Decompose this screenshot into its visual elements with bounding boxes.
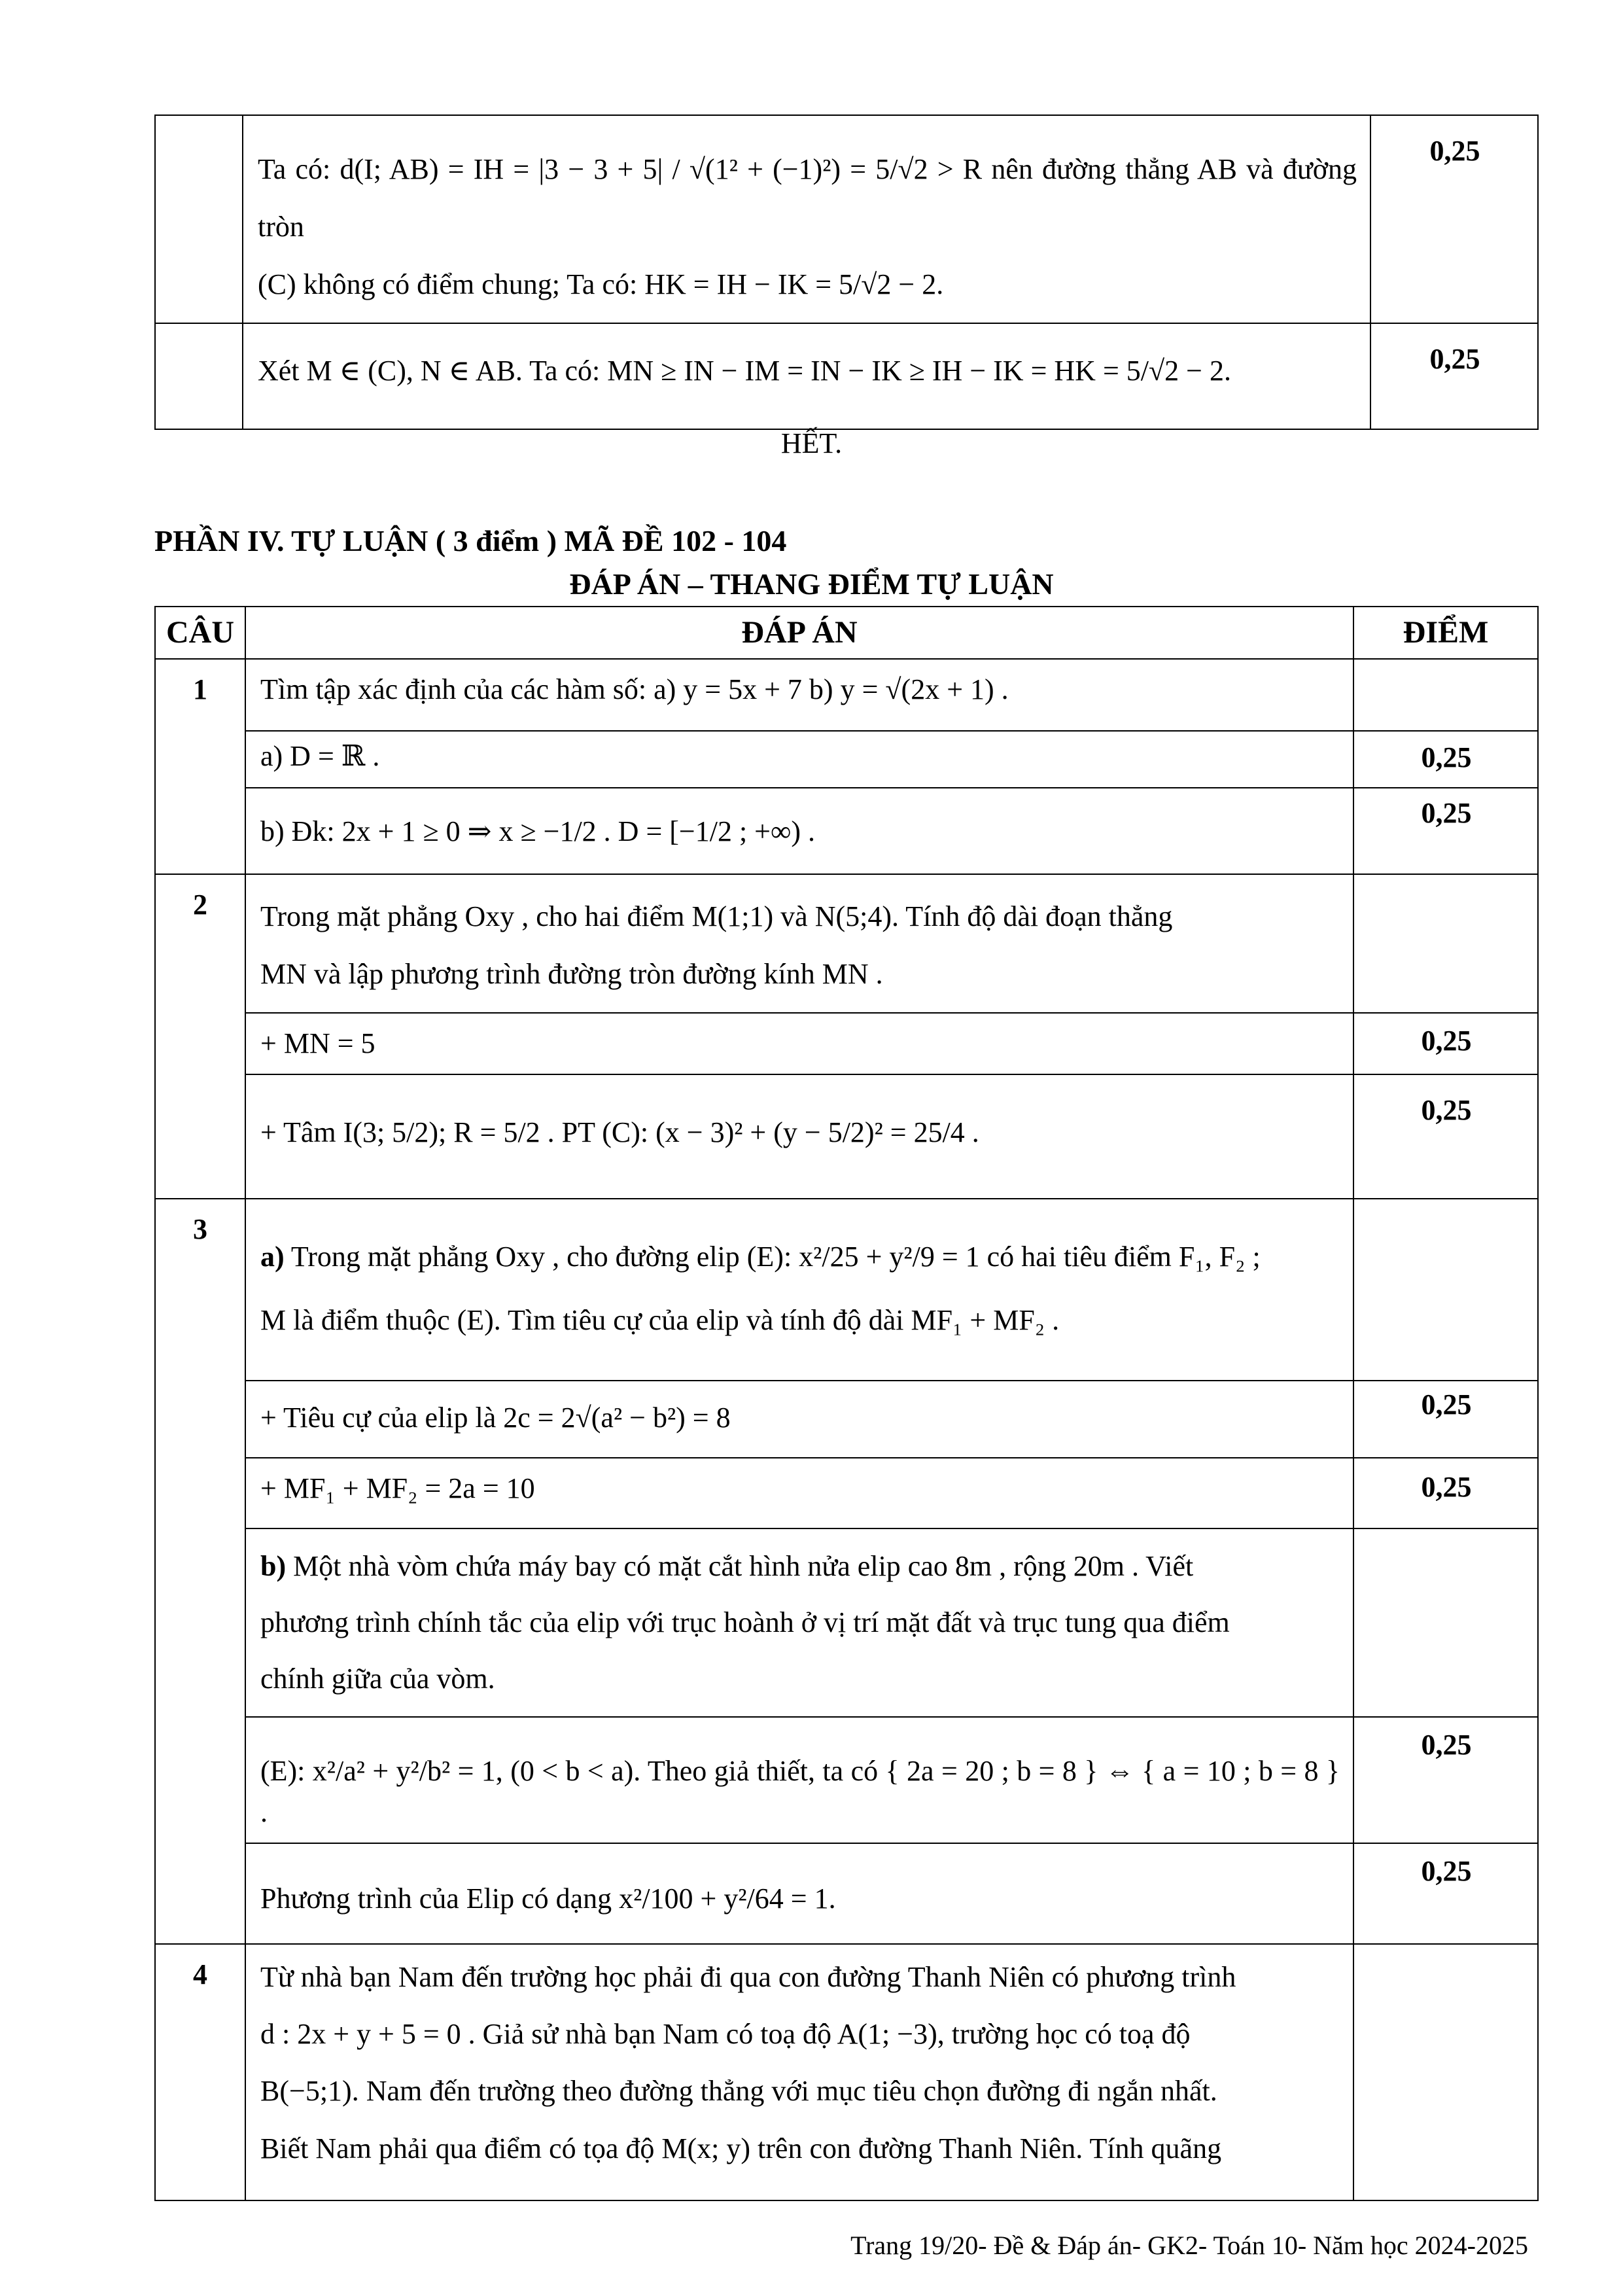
table-title: ĐÁP ÁN – THANG ĐIỂM TỰ LUẬN: [569, 567, 1054, 601]
header-score: ĐIỂM: [1353, 607, 1538, 659]
table-row: [155, 115, 1538, 323]
table-row: [155, 659, 1538, 731]
answer-text: a) D = ℝ .: [245, 731, 1353, 788]
answer-cell: [243, 323, 1370, 429]
score-cell: 0,25: [1353, 1458, 1538, 1528]
question-number: 3: [155, 1199, 245, 1944]
question-line: [260, 1226, 1340, 1289]
score-cell: 0,25: [1353, 1074, 1538, 1199]
answer-cell: [243, 115, 1370, 323]
score-cell: [1353, 1944, 1538, 2200]
answer-text: + Tiêu cự của elip là 2c = 2√(a² − b²) = 8: [245, 1381, 1353, 1458]
score-cell: [1353, 1199, 1538, 1381]
answer-line: (C) không có điểm chung; Ta có: HK = IH − IK = 5/√2 − 2.: [258, 268, 944, 300]
score-cell: 0,25: [1353, 788, 1538, 874]
table-row: [155, 788, 1538, 874]
question-line: Biết Nam phải qua điểm có tọa độ M(x; y) trên con đường Thanh Niên. Tính quãng: [260, 2132, 1222, 2164]
answer-line: Xét M ∈ (C), N ∈ AB. Ta có: MN ≥ IN − IM = IN − IK ≥ IH − IK = HK = 5/√2 − 2.: [258, 355, 1231, 387]
question-line: Trong mặt phẳng Oxy , cho hai điểm M(1;1) và N(5;4). Tính độ dài đoạn thẳng: [260, 900, 1173, 933]
question-text: [245, 874, 1353, 1013]
score-cell: 0,25: [1370, 115, 1538, 323]
question-line-text: Một nhà vòm chứa máy bay có mặt cắt hình nửa elip cao 8m , rộng 20m . Viết: [293, 1550, 1194, 1583]
part-label: a): [260, 1241, 285, 1273]
question-number-cell: [155, 115, 243, 323]
table-row: [155, 1199, 1538, 1381]
question-number: 4: [155, 1944, 245, 2200]
question-text: [245, 1199, 1353, 1381]
question-number-cell: [155, 323, 243, 429]
answer-text: b) Đk: 2x + 1 ≥ 0 ⇒ x ≥ −1/2 . D = [−1/2 ; +∞) .: [245, 788, 1353, 874]
question-number: 2: [155, 874, 245, 1199]
score-cell: 0,25: [1353, 731, 1538, 788]
end-marker: HẾT.: [780, 427, 843, 459]
answer-text: Phương trình của Elip có dạng x²/100 + y²/64 = 1.: [245, 1843, 1353, 1944]
table-row: [155, 1528, 1538, 1716]
question-line: chính giữa của vòm.: [260, 1662, 495, 1695]
table-row: [155, 731, 1538, 788]
score-cell: [1353, 659, 1538, 731]
score-cell: 0,25: [1353, 1843, 1538, 1944]
section-title: PHẦN IV. TỰ LUẬN ( 3 điểm ) MÃ ĐỀ 102 - 104: [154, 524, 787, 557]
table-row: [155, 323, 1538, 429]
question-line-text: Trong mặt phẳng Oxy , cho đường elip (E): x²/25 + y²/9 = 1 có hai tiêu điểm F₁, F₂ ;: [290, 1241, 1261, 1273]
score-cell: [1353, 874, 1538, 1013]
page-footer: Trang 19/20- Đề & Đáp án- GK2- Toán 10- Năm học 2024-2025: [850, 2231, 1528, 2260]
table-row: [155, 1843, 1538, 1944]
question-line: [260, 1538, 1340, 1595]
question-line: M là điểm thuộc (E). Tìm tiêu cự của elip và tính độ dài MF₁ + MF₂ .: [260, 1303, 1060, 1336]
header-answer: ĐÁP ÁN: [245, 607, 1353, 659]
question-line: B(−5;1). Nam đến trường theo đường thẳng với mục tiêu chọn đường đi ngắn nhất.: [260, 2075, 1217, 2108]
question-number: 1: [155, 659, 245, 875]
table-row: [155, 1381, 1538, 1458]
answer-table: [154, 606, 1539, 2201]
answer-line: Ta có: d(I; AB) = IH = |3 − 3 + 5| / √(1² + (−1)²) = 5/√2 > R nên đường thẳng AB và đường tròn: [258, 153, 1357, 243]
answer-text: + Tâm I(3; 5/2); R = 5/2 . PT (C): (x − 3)² + (y − 5/2)² = 25/4 .: [245, 1074, 1353, 1199]
score-cell: 0,25: [1353, 1717, 1538, 1844]
table-row: [155, 1944, 1538, 2200]
score-cell: [1353, 1528, 1538, 1716]
table-row: [155, 1074, 1538, 1199]
answer-text: + MN = 5: [245, 1013, 1353, 1074]
question-line: phương trình chính tắc của elip với trục hoành ở vị trí mặt đất và trục tung qua điểm: [260, 1606, 1230, 1638]
question-line: MN và lập phương trình đường tròn đường kính MN .: [260, 958, 883, 991]
part-label: b): [260, 1550, 287, 1583]
table-row: [155, 1458, 1538, 1528]
header-question: CÂU: [155, 607, 245, 659]
score-cell: 0,25: [1370, 323, 1538, 429]
question-line: Từ nhà bạn Nam đến trường học phải đi qua con đường Thanh Niên có phương trình: [260, 1961, 1236, 1994]
table-row: [155, 874, 1538, 1013]
answer-text: (E): x²/a² + y²/b² = 1, (0 < b < a). Theo giả thiết, ta có { 2a = 20 ; b = 8 } ⇔ { a = 10 ; b = 8 } .: [245, 1717, 1353, 1844]
score-cell: 0,25: [1353, 1013, 1538, 1074]
answer-text: + MF₁ + MF₂ = 2a = 10: [245, 1458, 1353, 1528]
question-text: [245, 1528, 1353, 1716]
question-text: Tìm tập xác định của các hàm số: a) y = 5x + 7 b) y = √(2x + 1) .: [245, 659, 1353, 731]
question-line: d : 2x + y + 5 = 0 . Giả sử nhà bạn Nam có toạ độ A(1; −3), trường học có toạ độ: [260, 2018, 1191, 2051]
table-row: [155, 1717, 1538, 1844]
top-answer-table: [154, 115, 1539, 430]
table-header-row: [155, 607, 1538, 659]
score-cell: 0,25: [1353, 1381, 1538, 1458]
table-row: [155, 1013, 1538, 1074]
question-text: [245, 1944, 1353, 2200]
